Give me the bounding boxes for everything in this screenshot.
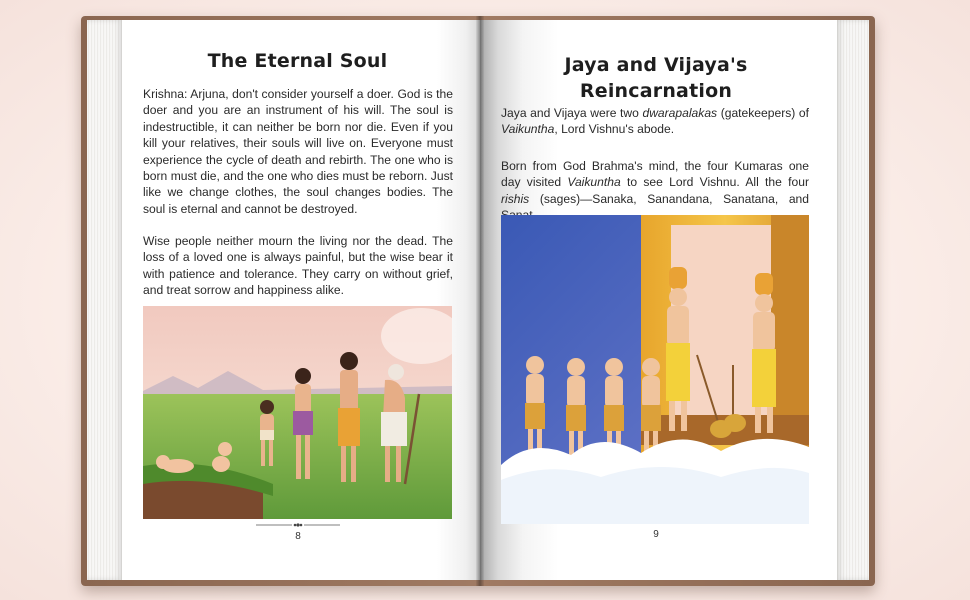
page-stack-left — [87, 20, 123, 580]
right-paragraph-1 — [501, 105, 809, 138]
left-page-number: 8 — [295, 531, 301, 542]
right-page-title — [500, 52, 812, 104]
page-stack-right — [836, 20, 869, 580]
right-title-line-2: Reincarnation — [579, 80, 733, 102]
text-run: (sages)—Sanaka, Sanandana, Sanatana, and — [539, 191, 809, 206]
left-page-title: The Eternal Soul — [207, 50, 388, 72]
right-title-line-1: Jaya and Vijaya's — [564, 54, 748, 76]
kumaras-gatekeepers-illustration — [501, 215, 809, 524]
book-spine — [476, 16, 484, 586]
italic-term: Vaikuntha — [501, 122, 555, 137]
page-ornament — [256, 520, 340, 530]
text-run: to see Lord Vishnu. All the four — [620, 175, 809, 190]
italic-term: rishis — [501, 191, 530, 206]
left-paragraph-2: Wise people neither mourn the living nor the dead. The loss of a loved one is always painful, but the wise bear it with patience and tolerance. They carry on without grief, and treat sorrow and happiness alike. — [143, 234, 453, 298]
life-cycle-illustration — [143, 306, 452, 519]
right-paragraph-2 — [501, 158, 809, 224]
text-run: Born from God Brahma's mind, the four Kumaras one day visited — [501, 159, 809, 190]
text-run: Jaya and Vijaya were two — [501, 106, 643, 120]
right-page-number: 9 — [653, 529, 659, 540]
text-run: , Lord Vishnu's abode. — [554, 122, 675, 137]
text-run: (gatekeepers) of — [717, 106, 809, 120]
left-paragraph-1: Krishna: Arjuna, don't consider yourself a doer. God is the doer and you are an instrument of his will. The soul is indestructible, it can neither be born nor die. Even if you kill your relatives, their souls will live on. Everyone must experience the cycle of death and rebirth. The one who is born must die, and the one who dies must be reborn. Just like we change clothes, the soul changes bodies. The soul is eternal and cannot be destroyed. — [143, 87, 453, 216]
italic-term: Vaikuntha — [567, 175, 621, 190]
italic-term: dwarapalakas — [642, 106, 718, 120]
